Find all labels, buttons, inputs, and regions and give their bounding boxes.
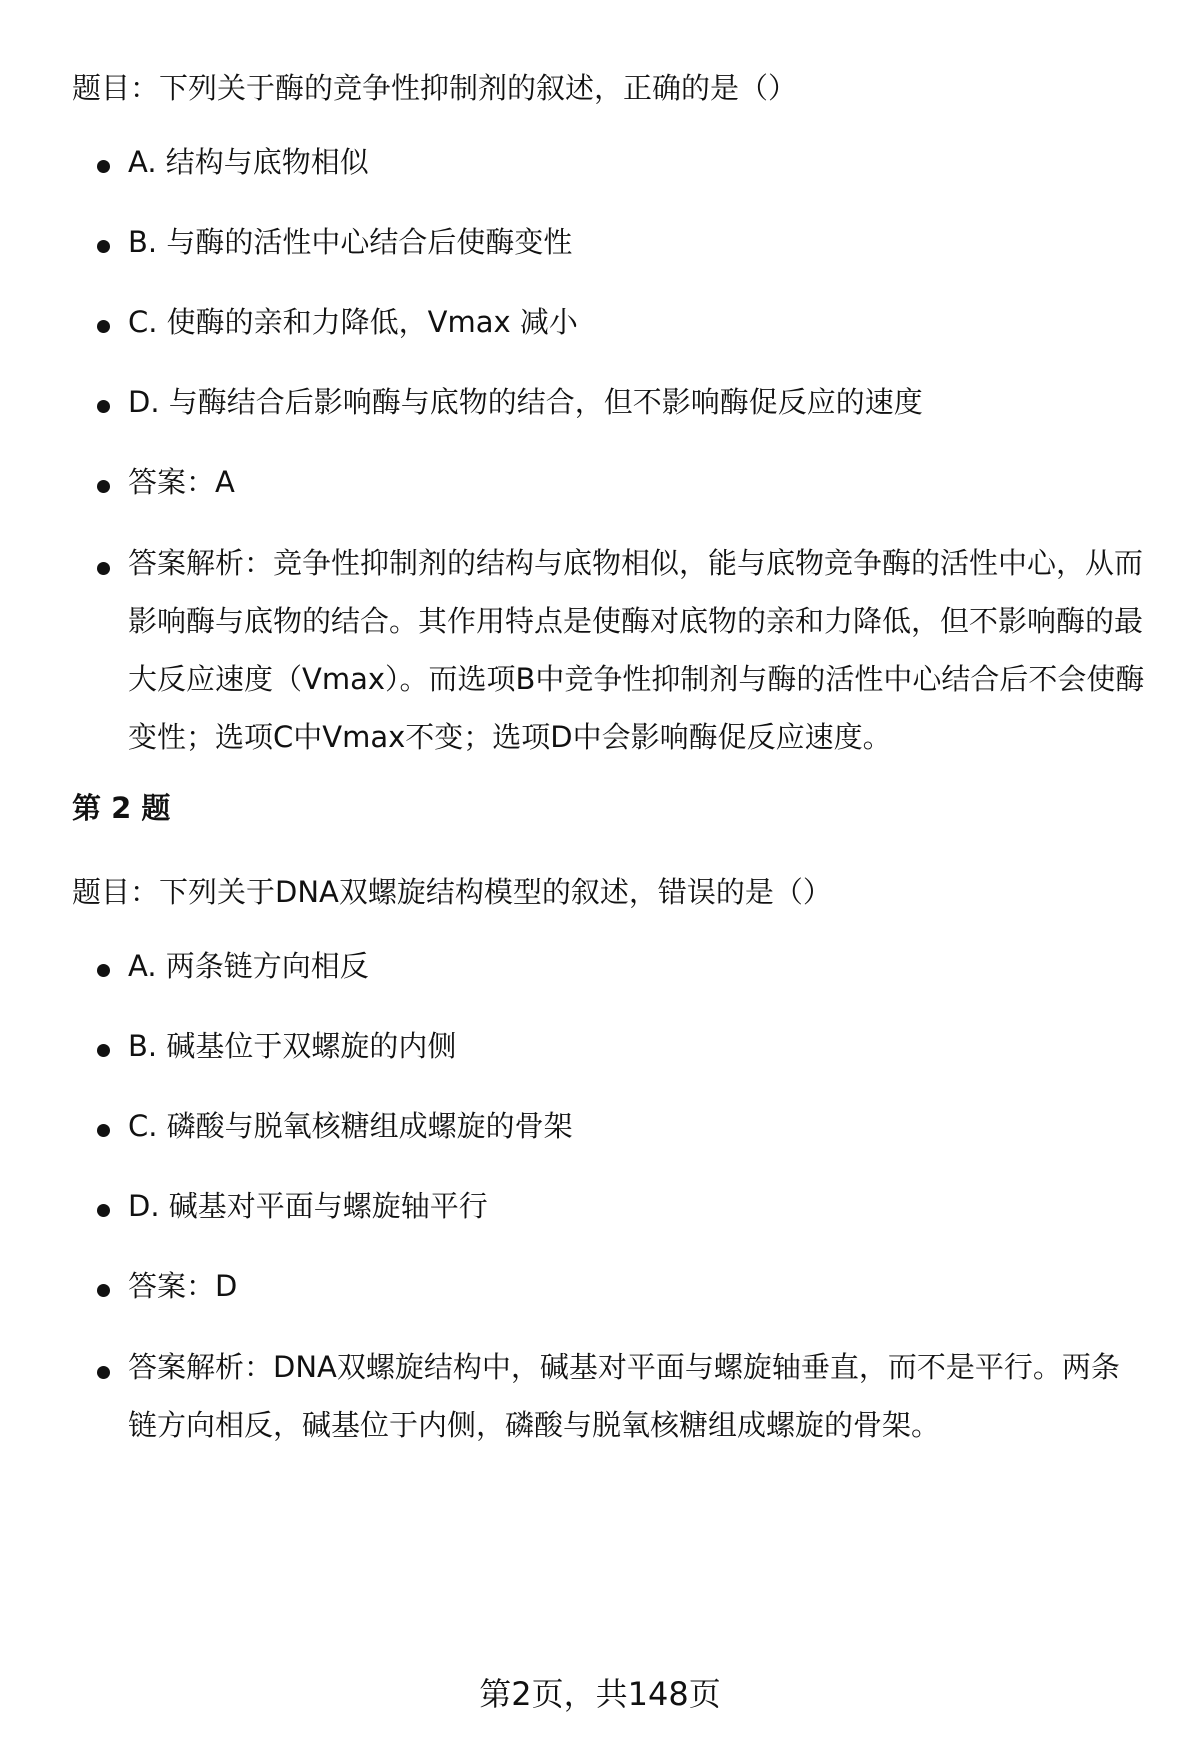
bullet-icon (97, 240, 110, 253)
answer-text: 答案：A (128, 465, 235, 499)
question-2-stem: 题目：下列关于DNA双螺旋结构模型的叙述，错误的是（） (72, 875, 832, 909)
option-text: B. 碱基位于双螺旋的内侧 (128, 1029, 457, 1063)
option-text: B. 与酶的活性中心结合后使酶变性 (128, 225, 573, 259)
bullet-icon (97, 1284, 110, 1297)
bullet-icon (97, 964, 110, 977)
answer-text: 答案：D (128, 1269, 238, 1303)
option-text: D. 碱基对平面与螺旋轴平行 (128, 1189, 488, 1223)
question-2-heading: 第 2 题 (72, 791, 171, 825)
option-text: A. 结构与底物相似 (128, 145, 369, 179)
option-text: A. 两条链方向相反 (128, 949, 369, 983)
bullet-icon (97, 480, 110, 493)
analysis-text: 答案解析：DNA双螺旋结构中，碱基对平面与螺旋轴垂直，而不是平行。两条链方向相反，碱基位于内侧，磷酸与脱氧核糖组成螺旋的骨架。 (128, 1350, 1120, 1442)
page-number-footer: 第2页，共148页 (479, 1675, 721, 1713)
bullet-icon (97, 400, 110, 413)
analysis-text: 答案解析：竞争性抑制剂的结构与底物相似，能与底物竞争酶的活性中心，从而影响酶与底物的结合。其作用特点是使酶对底物的亲和力降低，但不影响酶的最大反应速度（Vmax）。而选项B中竞争性抑制剂与酶的活性中心结合后不会使酶变性；选项C中Vmax不变；选项D中会影响酶促反应速度。 (128, 546, 1145, 754)
bullet-icon (97, 1204, 110, 1217)
bullet-icon (97, 320, 110, 333)
bullet-icon (97, 1366, 110, 1379)
bullet-icon (97, 160, 110, 173)
bullet-icon (97, 562, 110, 575)
bullet-icon (97, 1124, 110, 1137)
option-text: C. 磷酸与脱氧核糖组成螺旋的骨架 (128, 1109, 573, 1143)
bullet-icon (97, 1044, 110, 1057)
option-text: D. 与酶结合后影响酶与底物的结合，但不影响酶促反应的速度 (128, 385, 923, 419)
option-text: C. 使酶的亲和力降低，Vmax 减小 (128, 305, 578, 339)
question-1-stem: 题目：下列关于酶的竞争性抑制剂的叙述，正确的是（） (72, 71, 798, 105)
